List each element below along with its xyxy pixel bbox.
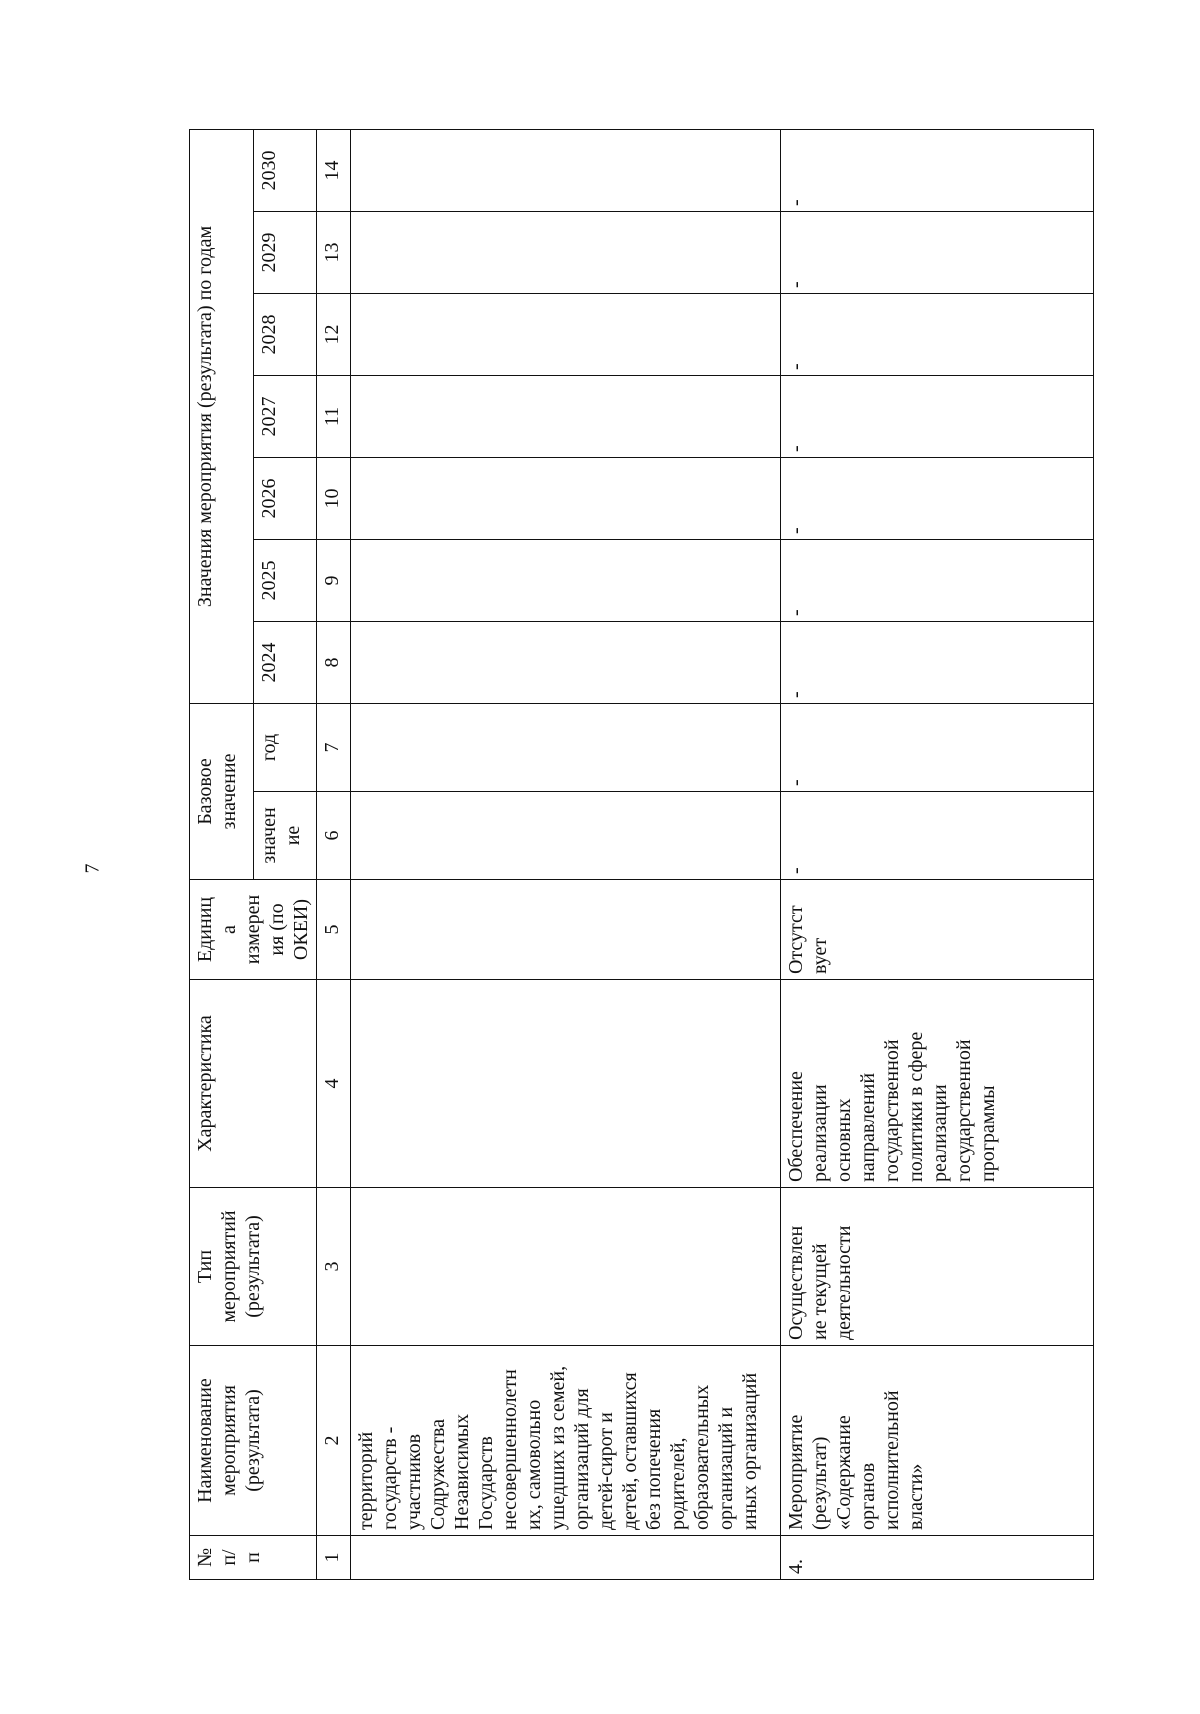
row4-no: 4. — [781, 1536, 1094, 1580]
continuation-value — [351, 129, 781, 211]
row4-value-2025: - — [781, 540, 1094, 622]
header-year-2030: 2030 — [253, 129, 317, 211]
header-year-2025: 2025 — [253, 540, 317, 622]
header-year-2029: 2029 — [253, 212, 317, 294]
row4-value-2026: - — [781, 458, 1094, 540]
page-number: 7 — [81, 863, 104, 874]
header-year-2024: 2024 — [253, 622, 317, 704]
continuation-value — [351, 376, 781, 458]
header-base: Базовое значение — [190, 704, 254, 880]
index-cell: 5 — [317, 880, 351, 980]
header-year-2028: 2028 — [253, 294, 317, 376]
index-cell: 7 — [317, 704, 351, 792]
header-type: Тип мероприятий (результата) — [190, 1188, 317, 1346]
continuation-value — [351, 458, 781, 540]
header-base-value: значен ие — [253, 792, 317, 880]
index-cell: 11 — [317, 376, 351, 458]
header-base-year: год — [253, 704, 317, 792]
continuation-value — [351, 294, 781, 376]
row-4 — [781, 129, 1094, 1579]
index-cell: 9 — [317, 540, 351, 622]
index-cell: 3 — [317, 1188, 351, 1346]
header-year-2026: 2026 — [253, 458, 317, 540]
continuation-base-value — [351, 792, 781, 880]
row4-name: Мероприятие (результат) «Содержание органов исполнительной власти» — [781, 1346, 1094, 1536]
row4-characteristic: Обеспечение реализации основных направлений государственной политики в сфере реализации государственной программы — [781, 980, 1094, 1188]
header-name: Наименование мероприятия (результата) — [190, 1346, 317, 1536]
header-no: № п/ п — [190, 1536, 317, 1580]
continuation-type — [351, 1188, 781, 1346]
index-cell: 1 — [317, 1536, 351, 1580]
header-unit: Единиц а измерен ия (по ОКЕИ) — [190, 880, 317, 980]
continuation-characteristic — [351, 980, 781, 1188]
header-values: Значения мероприятия (результата) по годам — [190, 129, 254, 703]
continuation-unit — [351, 880, 781, 980]
rotated-table-wrapper — [189, 130, 1094, 1580]
continuation-value — [351, 540, 781, 622]
header-year-2027: 2027 — [253, 376, 317, 458]
index-cell: 8 — [317, 622, 351, 704]
index-row — [317, 129, 351, 1579]
index-cell: 6 — [317, 792, 351, 880]
row4-value-2027: - — [781, 376, 1094, 458]
continuation-no — [351, 1536, 781, 1580]
row4-unit: Отсутст вует — [781, 880, 1094, 980]
row4-value-2028: - — [781, 294, 1094, 376]
header-row-1 — [190, 129, 254, 1579]
index-cell: 14 — [317, 129, 351, 211]
index-cell: 12 — [317, 294, 351, 376]
index-cell: 4 — [317, 980, 351, 1188]
row4-value-2030: - — [781, 129, 1094, 211]
row4-base-year: - — [781, 704, 1094, 792]
activities-table — [189, 129, 1094, 1580]
row4-value-2024: - — [781, 622, 1094, 704]
row4-value-2029: - — [781, 212, 1094, 294]
row4-base-value: - — [781, 792, 1094, 880]
continuation-value — [351, 212, 781, 294]
continuation-row — [351, 129, 781, 1579]
continuation-value — [351, 622, 781, 704]
header-characteristic: Характеристика — [190, 980, 317, 1188]
continuation-base-year — [351, 704, 781, 792]
row4-type: Осуществлен ие текущей деятельности — [781, 1188, 1094, 1346]
index-cell: 10 — [317, 458, 351, 540]
index-cell: 2 — [317, 1346, 351, 1536]
continuation-name: территорий государств - участников Содружества Независимых Государств несовершеннолетн их, самовольно ушедших из семей, организаций для детей-сирот и детей, оставшихся без попечения родителей, образовательных организаций и иных организаций — [351, 1346, 781, 1536]
index-cell: 13 — [317, 212, 351, 294]
